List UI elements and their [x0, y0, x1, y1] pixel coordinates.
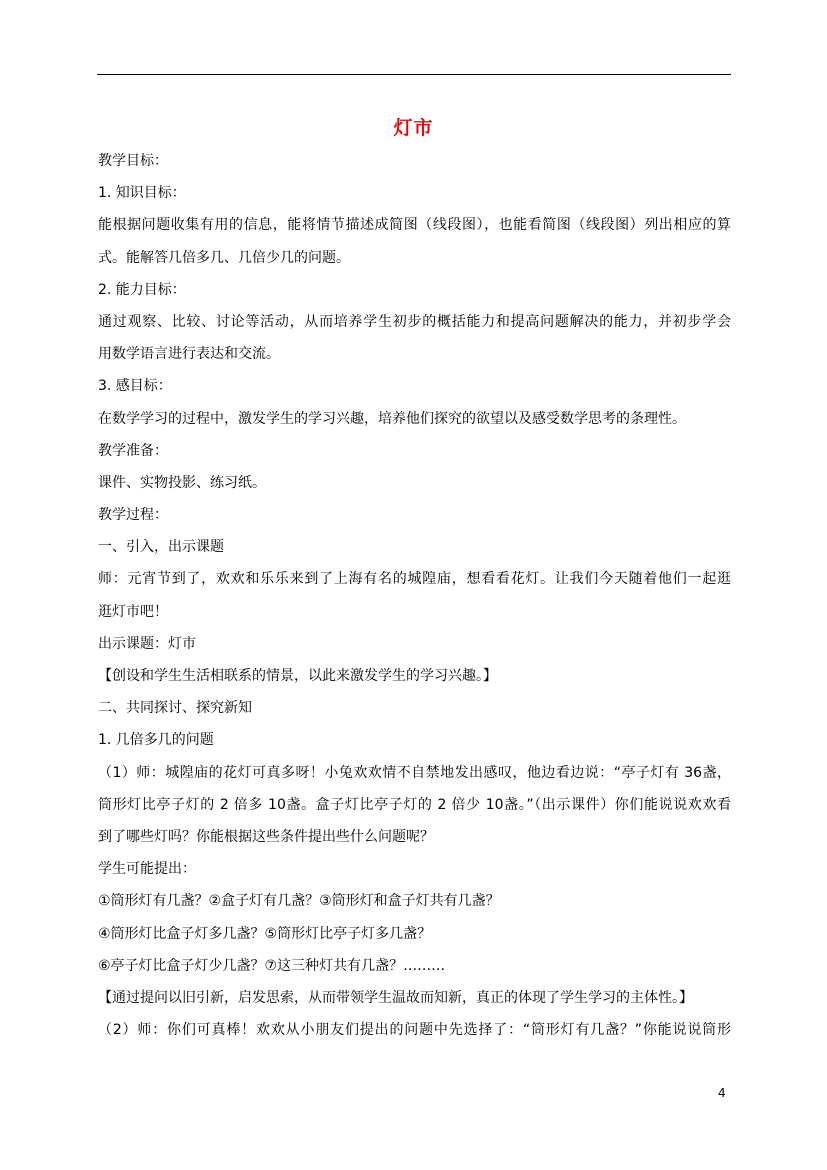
paragraph-line: （1）师：城隍庙的花灯可真多呀！小兔欢欢情不自禁地发出感叹，他边看边说：“亭子灯有 36盏， [98, 764, 731, 781]
section-heading-preparation: 教学准备： [98, 442, 168, 459]
paragraph-line: 到了哪些灯吗？你能根据这些条件提出些什么问题呢？ [98, 828, 434, 845]
paragraph-line: 课件、实物投影、练习纸。 [98, 474, 266, 491]
page-number: 4 [718, 1086, 726, 1100]
subheading-ability-goal: 2. 能力目标： [98, 281, 186, 298]
question-list-line: ④筒形灯比盒子灯多几盏？⑤筒形灯比亭子灯多几盏？ [98, 925, 432, 942]
paragraph-line: 能根据问题收集有用的信息，能将情节描述成简图（线段图），也能看简图（线段图）列出相应的算 [98, 217, 731, 234]
paragraph-line: 出示课题：灯市 [98, 635, 196, 652]
document-body [98, 145, 731, 1046]
section-heading-process: 教学过程： [98, 507, 168, 524]
paragraph-line: 筒形灯比亭子灯的 2 倍多 10盏。盒子灯比亭子灯的 2 倍少 10盏。”（出示课件）你们能说说欢欢看 [98, 796, 731, 813]
paragraph-line: 学生可能提出： [98, 861, 196, 878]
subheading-knowledge-goal: 1. 知识目标： [98, 185, 186, 202]
page-title: 灯市 [393, 117, 434, 139]
paragraph-line: 师：元宵节到了，欢欢和乐乐来到了上海有名的城隍庙，想看看花灯。让我们今天随着他们一起逛 [98, 571, 731, 588]
section-heading-goals: 教学目标： [98, 153, 168, 169]
paragraph-line: 式。能解答几倍多几、几倍少几的问题。 [98, 249, 350, 266]
paragraph-line: 用数学语言进行表达和交流。 [98, 346, 280, 363]
paragraph-line: 在数学学习的过程中，激发学生的学习兴趣，培养他们探究的欲望以及感受数学思考的条理性。 [98, 410, 686, 427]
paragraph-line: （2）师：你们可真棒！欢欢从小朋友们提出的问题中先选择了：“筒形灯有几盏？”你能说说筒形 [98, 1022, 731, 1039]
paragraph-line: 逛灯市吧！ [98, 603, 168, 620]
question-list-line: ①筒形灯有几盏？②盒子灯有几盏？③筒形灯和盒子灯共有几盏？ [98, 893, 500, 910]
header-rule [97, 74, 731, 75]
subheading-problem-type: 1. 几倍多几的问题 [98, 732, 214, 749]
teaching-note: 【创设和学生生活相联系的情景，以此来激发学生的学习兴趣。】 [98, 668, 497, 684]
question-list-line: ⑥亭子灯比盒子灯少几盏？⑦这三种灯共有几盏？……… [98, 957, 446, 974]
paragraph-line: 通过观察、比较、讨论等活动，从而培养学生初步的概括能力和提高问题解决的能力，并初步学会 [98, 313, 731, 330]
teaching-note: 【通过提问以旧引新，启发思索，从而带领学生温故而知新，真正的体现了学生学习的主体性。】 [98, 989, 693, 1006]
subheading-introduction: 一、引入，出示课题 [98, 539, 224, 556]
subheading-exploration: 二、共同探讨、探究新知 [98, 700, 252, 717]
subheading-emotion-goal: 3. 感目标： [98, 378, 172, 395]
